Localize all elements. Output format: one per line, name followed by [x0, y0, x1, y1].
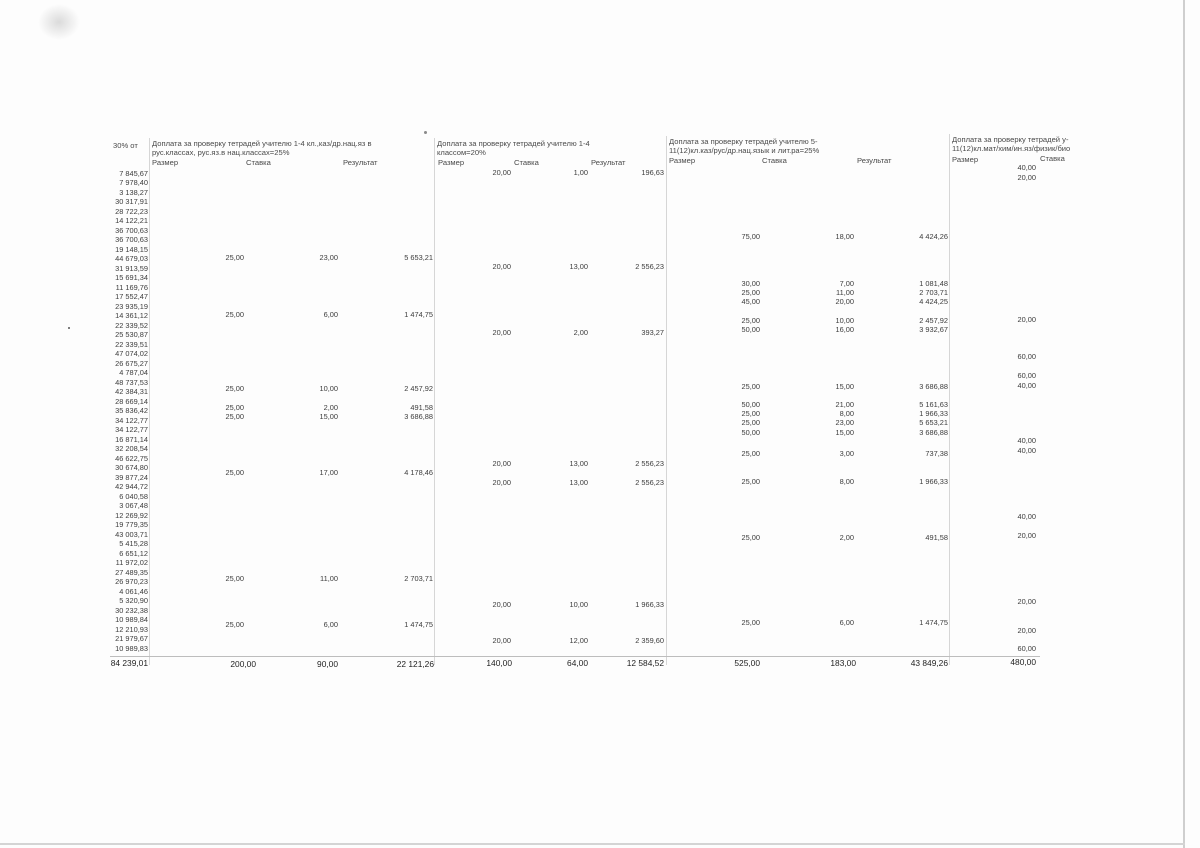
g2-result-cell: 196,63	[641, 168, 664, 177]
g1-razmer-cell: 25,00	[225, 384, 244, 393]
base-amount-cell: 16 871,14	[115, 435, 148, 444]
col-divider	[149, 138, 150, 665]
g3-result-cell: 2 703,71	[919, 288, 948, 297]
base-amount-cell: 43 003,71	[115, 530, 148, 539]
base-amount-cell: 11 169,76	[115, 283, 148, 292]
g3-stavka-cell: 10,00	[835, 316, 854, 325]
g3-result-cell: 4 424,25	[919, 297, 948, 306]
g3-result-cell: 1 474,75	[919, 618, 948, 627]
base-amount-cell: 30 674,80	[115, 463, 148, 472]
g2-result-cell: 393,27	[641, 328, 664, 337]
base-amount-cell: 34 122,77	[115, 416, 148, 425]
g1-header-result: Результат	[343, 158, 378, 167]
g3-result-cell: 5 653,21	[919, 418, 948, 427]
scan-speck	[424, 131, 427, 134]
g2-stavka-cell: 2,00	[573, 328, 588, 337]
g3-stavka-cell: 20,00	[835, 297, 854, 306]
g4-razmer-cell: 40,00	[1017, 381, 1036, 390]
g2-stavka-cell: 10,00	[569, 600, 588, 609]
g3-stavka-cell: 7,00	[839, 279, 854, 288]
g2-razmer-cell: 20,00	[492, 328, 511, 337]
g3-header-stavka: Ставка	[762, 156, 787, 165]
base-amount-cell: 11 972,02	[115, 558, 148, 567]
base-amount-cell: 46 622,75	[115, 454, 148, 463]
base-amount-cell: 47 074,02	[115, 349, 148, 358]
g3-razmer-cell: 25,00	[741, 449, 760, 458]
base-amount-cell: 6 040,58	[119, 492, 148, 501]
g3-razmer-cell: 50,00	[741, 400, 760, 409]
g1-razmer-cell: 25,00	[225, 468, 244, 477]
g3-razmer-cell: 25,00	[741, 418, 760, 427]
base-amount-cell: 7 978,40	[119, 178, 148, 187]
base-amount-cell: 5 415,28	[119, 539, 148, 548]
g2-razmer-cell: 20,00	[492, 168, 511, 177]
totals-divider	[110, 656, 1040, 657]
base-amount-cell: 15 691,34	[115, 273, 148, 282]
base-amount-cell: 39 877,24	[115, 473, 148, 482]
group4-title-line1: Доплата за проверку тетрадей у-	[952, 135, 1069, 144]
base-amount-cell: 19 779,35	[115, 520, 148, 529]
g3-razmer-cell: 25,00	[741, 409, 760, 418]
g4-razmer-cell: 20,00	[1017, 597, 1036, 606]
total-g2-razmer: 140,00	[486, 658, 512, 668]
g1-razmer-cell: 25,00	[225, 403, 244, 412]
g3-result-cell: 1 966,33	[919, 409, 948, 418]
base-amount-cell: 14 122,21	[115, 216, 148, 225]
g3-stavka-cell: 15,00	[835, 428, 854, 437]
g3-result-cell: 4 424,26	[919, 232, 948, 241]
base-amount-cell: 6 651,12	[119, 549, 148, 558]
base-amount-cell: 27 489,35	[115, 568, 148, 577]
g3-stavka-cell: 2,00	[839, 533, 854, 542]
g3-stavka-cell: 23,00	[835, 418, 854, 427]
base-amount-cell: 10 989,84	[115, 615, 148, 624]
g4-razmer-cell: 20,00	[1017, 531, 1036, 540]
total-g3-razmer: 525,00	[734, 658, 760, 668]
base-amount-cell: 12 269,92	[115, 511, 148, 520]
g3-result-cell: 5 161,63	[919, 400, 948, 409]
g3-result-cell: 3 932,67	[919, 325, 948, 334]
base-amount-cell: 19 148,15	[115, 245, 148, 254]
g2-header-razmer: Размер	[438, 158, 465, 167]
g1-result-cell: 2 703,71	[404, 574, 433, 583]
g3-stavka-cell: 18,00	[835, 232, 854, 241]
base-amount-cell: 14 361,12	[115, 311, 148, 320]
g4-razmer-cell: 20,00	[1017, 626, 1036, 635]
base-amount-cell: 22 339,52	[115, 321, 148, 330]
g3-result-cell: 1 966,33	[919, 477, 948, 486]
base-amount-cell: 23 935,19	[115, 302, 148, 311]
base-amount-cell: 26 675,27	[115, 359, 148, 368]
g3-razmer-cell: 75,00	[741, 232, 760, 241]
g1-razmer-cell: 25,00	[225, 620, 244, 629]
scan-smudge	[38, 4, 80, 40]
g2-stavka-cell: 12,00	[569, 636, 588, 645]
total-g1-result: 22 121,26	[396, 659, 434, 669]
col-divider	[434, 138, 435, 665]
g2-razmer-cell: 20,00	[492, 600, 511, 609]
g3-result-cell: 491,58	[925, 533, 948, 542]
g1-stavka-cell: 17,00	[319, 468, 338, 477]
base-amount-cell: 10 989,83	[115, 644, 148, 653]
g3-stavka-cell: 3,00	[839, 449, 854, 458]
g3-result-cell: 3 686,88	[919, 428, 948, 437]
g2-result-cell: 2 359,60	[635, 636, 664, 645]
g1-stavka-cell: 11,00	[320, 574, 338, 583]
scan-speck	[68, 327, 70, 329]
g3-razmer-cell: 25,00	[741, 288, 760, 297]
col-divider	[949, 134, 950, 665]
g2-result-cell: 2 556,23	[635, 262, 664, 271]
base-amount-cell: 22 339,51	[115, 340, 148, 349]
group1-title-line2: рус.классах, рус.яз.в нац.классах=25%	[152, 148, 290, 157]
base-amount-cell: 36 700,63	[115, 226, 148, 235]
base-amount-cell: 42 944,72	[115, 482, 148, 491]
g1-stavka-cell: 6,00	[323, 310, 338, 319]
g3-result-cell: 1 081,48	[919, 279, 948, 288]
g3-razmer-cell: 25,00	[741, 316, 760, 325]
g2-result-cell: 1 966,33	[635, 600, 664, 609]
group4-title-line2: 11(12)кл.мат/хим/ин.яз/физик/био	[952, 144, 1071, 153]
g2-header-result: Результат	[591, 158, 626, 167]
page-edge-bottom	[0, 843, 1185, 845]
g2-razmer-cell: 20,00	[492, 478, 511, 487]
g4-razmer-cell: 60,00	[1017, 644, 1036, 653]
g1-razmer-cell: 25,00	[225, 310, 244, 319]
g3-razmer-cell: 50,00	[741, 325, 760, 334]
group2-title-line2: классом=20%	[437, 148, 486, 157]
g4-header-razmer: Размер	[952, 155, 979, 164]
g1-razmer-cell: 25,00	[225, 253, 244, 262]
g3-header-result: Результат	[857, 156, 892, 165]
total-g2-stavka: 64,00	[567, 658, 588, 668]
total-g3-result: 43 849,26	[910, 658, 948, 668]
g3-stavka-cell: 15,00	[835, 382, 854, 391]
base-amount-cell: 32 208,54	[115, 444, 148, 453]
g2-stavka-cell: 13,00	[569, 459, 588, 468]
group2-title-line1: Доплата за проверку тетрадей учителю 1-4	[437, 139, 590, 148]
g3-razmer-cell: 25,00	[741, 477, 760, 486]
base-amount-cell: 30 232,38	[115, 606, 148, 615]
total-g3-stavka: 183,00	[830, 658, 856, 668]
g3-razmer-cell: 50,00	[741, 428, 760, 437]
g2-result-cell: 2 556,23	[635, 459, 664, 468]
g3-result-cell: 737,38	[925, 449, 948, 458]
g3-razmer-cell: 30,00	[741, 279, 760, 288]
base-amount-cell: 7 845,67	[119, 169, 148, 178]
g4-razmer-cell: 60,00	[1017, 371, 1036, 380]
total-g1-stavka: 90,00	[317, 659, 338, 669]
group3-title-line2: 11(12)кл.каз/рус/др.нац.язык и лит.ра=25%	[669, 146, 820, 155]
g2-razmer-cell: 20,00	[492, 459, 511, 468]
base-amount-cell: 28 722,23	[115, 207, 148, 216]
base-amount-cell: 21 979,67	[115, 634, 148, 643]
total-g1-razmer: 200,00	[230, 659, 256, 669]
base-amount-cell: 44 679,03	[115, 254, 148, 263]
g4-razmer-cell: 40,00	[1017, 446, 1036, 455]
g2-header-stavka: Ставка	[514, 158, 539, 167]
g1-razmer-cell: 25,00	[225, 412, 244, 421]
g1-header-stavka: Ставка	[246, 158, 271, 167]
g3-stavka-cell: 16,00	[835, 325, 854, 334]
g4-razmer-cell: 40,00	[1017, 512, 1036, 521]
g1-stavka-cell: 23,00	[319, 253, 338, 262]
g4-header-stavka: Ставка	[1040, 154, 1065, 163]
base-amount-cell: 28 669,14	[115, 397, 148, 406]
g4-razmer-cell: 40,00	[1017, 163, 1036, 172]
group3-title-line1: Доплата за проверку тетрадей учителю 5-	[669, 137, 818, 146]
g4-razmer-cell: 60,00	[1017, 352, 1036, 361]
base-amount-cell: 48 737,53	[115, 378, 148, 387]
base-amount-cell: 12 210,93	[115, 625, 148, 634]
g3-header-razmer: Размер	[669, 156, 696, 165]
base-amount-cell: 31 913,59	[115, 264, 148, 273]
total-g2-result: 12 584,52	[626, 658, 664, 668]
base-amount-cell: 36 700,63	[115, 235, 148, 244]
base-amount-cell: 17 552,47	[115, 292, 148, 301]
base-amount-cell: 30 317,91	[115, 197, 148, 206]
g4-razmer-cell: 20,00	[1017, 173, 1036, 182]
g3-result-cell: 3 686,88	[919, 382, 948, 391]
g3-stavka-cell: 21,00	[835, 400, 854, 409]
g1-result-cell: 1 474,75	[404, 620, 433, 629]
g3-stavka-cell: 6,00	[839, 618, 854, 627]
g2-razmer-cell: 20,00	[492, 262, 511, 271]
base-amount-cell: 25 530,87	[115, 330, 148, 339]
g3-razmer-cell: 25,00	[741, 382, 760, 391]
g1-result-cell: 4 178,46	[404, 468, 433, 477]
g3-result-cell: 2 457,92	[919, 316, 948, 325]
g1-result-cell: 491,58	[410, 403, 433, 412]
g1-stavka-cell: 2,00	[323, 403, 338, 412]
g2-razmer-cell: 20,00	[492, 636, 511, 645]
g1-razmer-cell: 25,00	[225, 574, 244, 583]
g1-header-razmer: Размер	[152, 158, 179, 167]
g1-result-cell: 2 457,92	[404, 384, 433, 393]
g3-stavka-cell: 8,00	[839, 477, 854, 486]
col-divider	[666, 136, 667, 665]
base-amount-cell: 4 061,46	[119, 587, 148, 596]
base-amount-cell: 4 787,04	[119, 368, 148, 377]
total-base: 84 239,01	[110, 658, 148, 668]
g1-stavka-cell: 6,00	[323, 620, 338, 629]
base-amount-cell: 3 067,48	[119, 501, 148, 510]
g2-stavka-cell: 1,00	[573, 168, 588, 177]
g3-stavka-cell: 11,00	[836, 288, 854, 297]
g3-razmer-cell: 25,00	[741, 618, 760, 627]
base-amount-cell: 26 970,23	[115, 577, 148, 586]
base-amount-cell: 42 384,31	[115, 387, 148, 396]
group1-title-line1: Доплата за проверку тетрадей учителю 1-4 кл.,каз/др.нац.яз в	[152, 139, 372, 148]
g1-result-cell: 5 653,21	[404, 253, 433, 262]
g2-stavka-cell: 13,00	[569, 478, 588, 487]
total-g4-razmer: 480,00	[1010, 657, 1036, 667]
g2-stavka-cell: 13,00	[569, 262, 588, 271]
base-amount-cell: 34 122,77	[115, 425, 148, 434]
g3-stavka-cell: 8,00	[839, 409, 854, 418]
g1-result-cell: 3 686,88	[404, 412, 433, 421]
page-edge-right	[1183, 0, 1185, 848]
g4-razmer-cell: 20,00	[1017, 315, 1036, 324]
g4-razmer-cell: 40,00	[1017, 436, 1036, 445]
base-amount-cell: 3 138,27	[119, 188, 148, 197]
g3-razmer-cell: 45,00	[741, 297, 760, 306]
base-amount-cell: 5 320,90	[119, 596, 148, 605]
g3-razmer-cell: 25,00	[741, 533, 760, 542]
g1-result-cell: 1 474,75	[404, 310, 433, 319]
base-amount-cell: 35 836,42	[115, 406, 148, 415]
g1-stavka-cell: 15,00	[319, 412, 338, 421]
g1-stavka-cell: 10,00	[319, 384, 338, 393]
header-30pct: 30% от	[113, 141, 138, 150]
g2-result-cell: 2 556,23	[635, 478, 664, 487]
